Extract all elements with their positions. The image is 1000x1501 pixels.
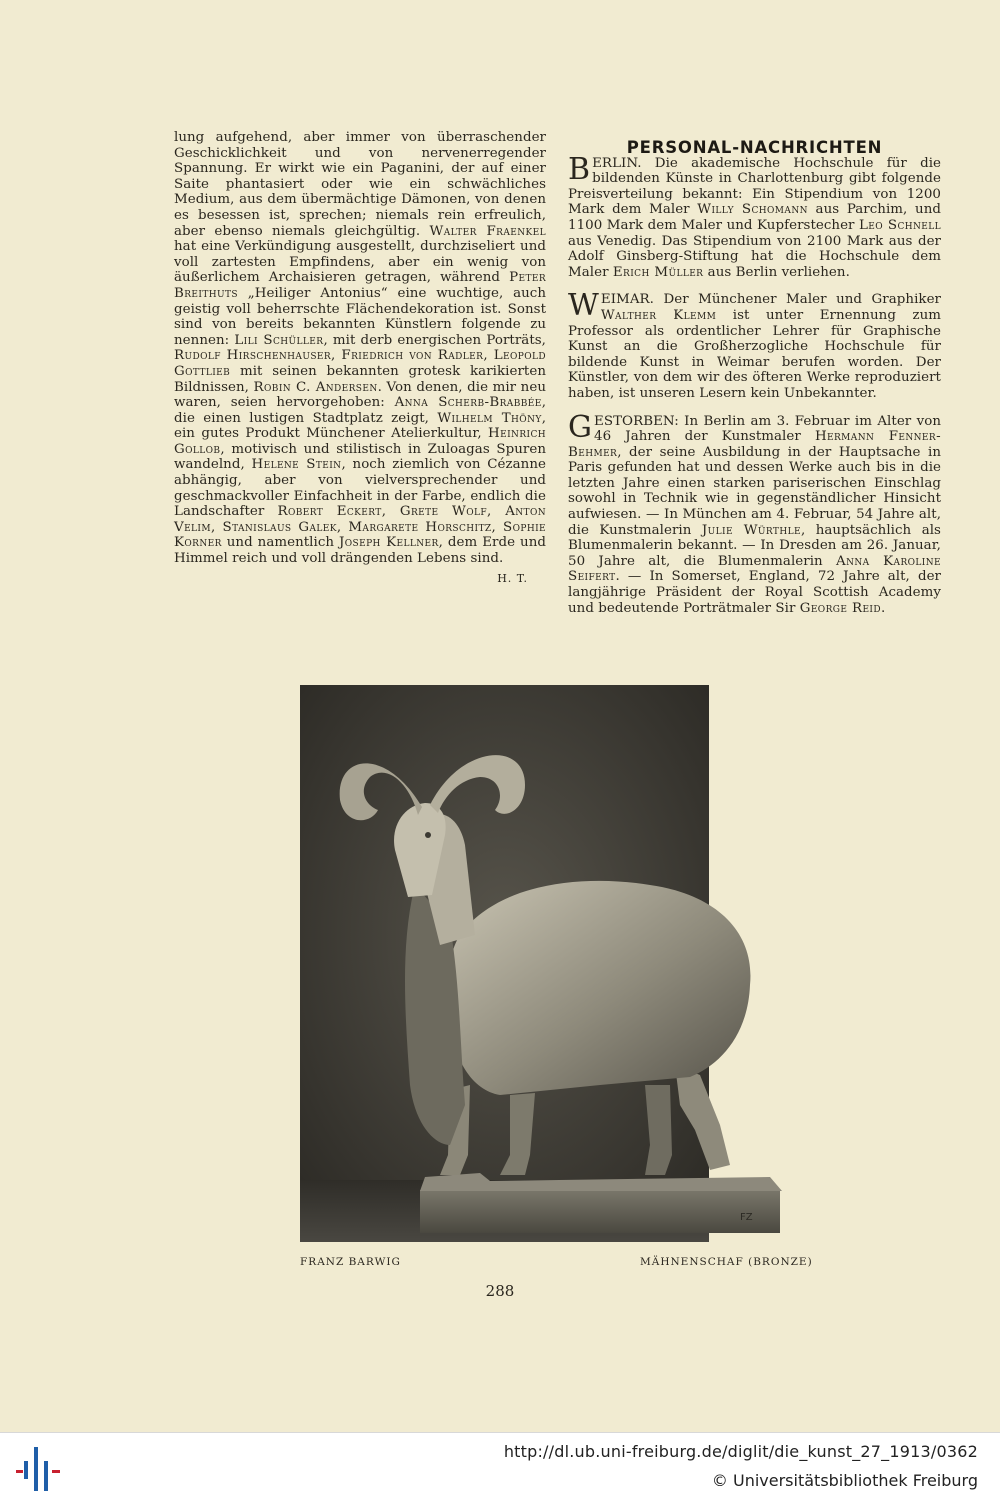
artist-name: Anna Scherb-Brabbée	[394, 395, 542, 411]
artist-monogram: FZ	[740, 1212, 753, 1223]
text-run: . — In Somerset, England, 72 Jahre alt, der langjährige Präsident der Royal Scottish Academy und bedeutende Porträtmaler Sir	[568, 569, 941, 616]
artist-name: Erich Müller	[612, 264, 704, 280]
text-run: aus Venedig. Das Stipendium von 2100 Mark aus der Adolf Ginsberg-Stiftung hat die Hochschule dem Maler	[568, 233, 941, 280]
text-run: ist unter Ernennung zum Professor als ordentlicher Lehrer für Graphische Kunst an die Großherzogliche Hochschule für bildende Kunst in Weimar berufen worden. Der Künstler, von dem wir des öfteren Werke reproduziert haben, ist unseren Lesern kein Unbekannter.	[568, 307, 941, 401]
caption-artist: FRANZ BARWIG	[300, 1256, 401, 1268]
artist-name: Helene Stein	[251, 457, 342, 473]
artist-name: Walter Fraenkel	[429, 223, 546, 239]
artist-name: Robin C. Andersen	[253, 379, 378, 395]
text-run: EIMAR. Der Münchener Maler und Graphiker	[600, 292, 941, 308]
text-run: , der seine Ausbildung in der Hauptsache in Paris gefunden hat und dessen Werke auch bis in die letzten Jahre einen starken pariserischen Einschlag sowohl in Technik wie in gegenständlicher Hinsicht aufwiesen. — In München am 4. Februar, 54 Jahre alt, die Kunstmalerin	[568, 444, 941, 538]
news-obituaries	[568, 409, 942, 617]
ram-sculpture-image	[300, 685, 753, 1242]
drop-cap: G	[568, 409, 593, 445]
caption-title: MÄHNENSCHAF (BRONZE)	[640, 1256, 813, 1268]
text-run: , ein gutes Produkt Münchener Atelierkultur,	[174, 410, 547, 442]
artist-name: Hermann Fenner-Behmer	[568, 429, 942, 460]
sculpture-photograph	[300, 685, 753, 1242]
artist-name: Wilhelm Thöny	[437, 410, 542, 426]
artist-name: Leo Schnell	[859, 217, 941, 233]
text-run: .	[880, 600, 886, 616]
text-run: , hauptsächlich als Blumenmalerin bekannt. — In Dresden am 26. Januar, 50 Jahre alt, die Blumenmalerin	[568, 522, 941, 569]
author-signature: H. T.	[497, 571, 528, 585]
text-run: und namentlich	[221, 535, 340, 551]
text-run: , die einen lustigen Stadtplatz zeigt,	[174, 395, 546, 426]
artist-name: Robert Eckert, Grete Wolf, Anton Velim, Stanislaus Galek, Margarete Horschitz, Sophie Korner	[174, 504, 547, 551]
text-run: „Heiliger Antonius“ eine wuchtige, auch geistig voll beherrschte Flächendekoration ist. Sonst sind von bereits bekannten Künstlern folgende zu nennen:	[174, 285, 546, 348]
text-run: aus Berlin verliehen.	[703, 264, 850, 280]
text-run: , mit derb energischen Porträts,	[323, 332, 546, 348]
drop-cap: W	[568, 288, 599, 324]
text-run: hat eine Verkündigung ausgestellt, durchziseliert und voll zartesten Empfindens, aber ein wenig von äußerlichem Archaisieren getragen, während	[174, 239, 546, 286]
artist-name: George Reid	[799, 600, 881, 616]
review-paragraph	[174, 130, 546, 567]
source-url-link[interactable]: http://dl.ub.uni-freiburg.de/diglit/die_kunst_27_1913/0362	[503, 1442, 978, 1461]
text-run: . Von denen, die mir neu waren, seien hervorgehoben:	[174, 379, 547, 411]
section-heading: PERSONAL-NACHRICHTEN	[626, 138, 883, 157]
page-number: 288	[485, 1282, 515, 1300]
ub-freiburg-logo-icon	[14, 1443, 66, 1495]
artist-name: Lili Schüller	[234, 332, 324, 348]
news-weimar	[568, 288, 941, 401]
artist-name: Julie Würthle	[701, 522, 801, 538]
artist-name: Heinrich Gollob	[174, 426, 546, 457]
text-run: mit seinen bekannten grotesk karikierten Bildnissen,	[174, 363, 546, 395]
text-run: ESTORBEN: In Berlin am 3. Februar im Alter von 46 Jahren der Kunstmaler	[594, 413, 941, 445]
drop-cap: B	[568, 151, 591, 187]
text-run: , noch ziemlich von Cézanne abhängig, aber von vielversprechender und geschmackvoller Einfachheit in der Farbe, endlich die Landschafter	[174, 457, 546, 520]
right-column	[568, 140, 941, 628]
artist-name: Anna Karoline Seifert	[568, 553, 941, 585]
text-run: lung aufgehend, aber immer von überraschender Geschicklichkeit und von nervenerregender Spannung. Er wirkt wie ein Paganini, der auf einer Saite phantasiert oder wie ein schwächliches Medium, aus dem übermächtige Dämonen, von denen es besessen ist, sprechen; niemals rein erfreulich, aber ebenso niemals gleichgültig.	[174, 130, 546, 239]
artist-name: Rudolf Hirschenhauser, Friedrich von Radler, Leopold Gottlieb	[174, 348, 546, 379]
text-run: ERLIN. Die akademische Hochschule für die bildenden Künste in Charlottenburg gibt folgende Preisverteilung bekannt: Ein Stipendium von 1200 Mark dem Maler	[568, 155, 941, 218]
artist-name: Walther Klemm	[600, 307, 717, 323]
text-run: , dem Erde und Himmel reich und voll drängenden Lebens sind.	[174, 535, 546, 567]
viewer-footer	[0, 1432, 1000, 1501]
left-column	[174, 130, 546, 586]
artist-name: Peter Breithuts	[174, 270, 546, 301]
text-run: aus Parchim, und 1100 Mark dem Maler und Kupferstecher	[568, 202, 941, 233]
artist-name: Willy Schomann	[697, 202, 808, 218]
copyright-notice: © Universitätsbibliothek Freiburg	[711, 1471, 978, 1490]
news-berlin	[568, 151, 941, 281]
text-run: , motivisch und stilistisch in Zuloagas Spuren wandelnd,	[174, 441, 546, 473]
artist-name: Joseph Kellner	[339, 535, 439, 551]
